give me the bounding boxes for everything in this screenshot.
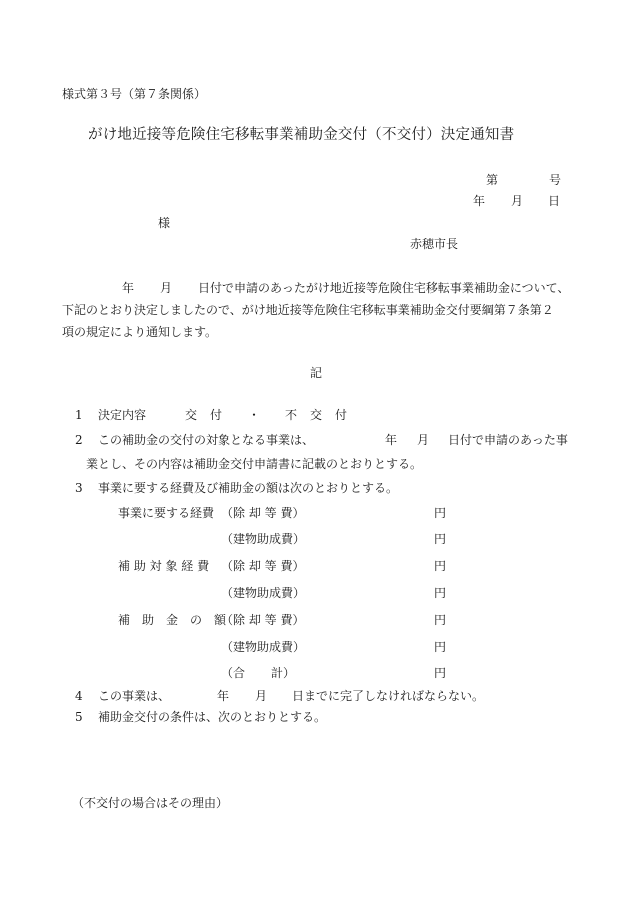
table-row1-sub: （除 却 等 費） xyxy=(221,506,305,520)
non-grant-reason-label: （不交付の場合はその理由） xyxy=(72,796,229,810)
item-2-number: 2 xyxy=(75,433,83,447)
item-1-ko2: 交 xyxy=(310,408,323,422)
item-4-rest: 日までに完了しなければならない。 xyxy=(292,689,485,703)
item-2-text: この補助金の交付の対象となる事業は、 xyxy=(98,433,315,447)
body-month: 月 xyxy=(160,281,173,295)
item-5-number: 5 xyxy=(75,710,83,724)
item-3-text: 事業に要する経費及び補助金の額は次のとおりとする。 xyxy=(98,481,399,495)
document-title: がけ地近接等危険住宅移転事業補助金交付（不交付）決定通知書 xyxy=(88,127,515,143)
date-year: 年 xyxy=(473,194,486,208)
item-1-fu: 付 xyxy=(210,408,223,422)
table-row1-label: 事業に要する経費 xyxy=(118,506,215,520)
table-row2-yen: 円 xyxy=(434,532,447,546)
item-1-tsuke: 付 xyxy=(335,408,348,422)
table-row2-sub: （建物助成費） xyxy=(221,532,306,546)
form-label: 様式第３号（第７条関係） xyxy=(62,87,207,101)
item-2-continuation: 業とし、その内容は補助金交付申請書に記載のとおりとする。 xyxy=(86,457,423,471)
item-1-number: 1 xyxy=(75,408,83,422)
item-5-text: 補助金交付の条件は、次のとおりとする。 xyxy=(98,710,327,724)
table-row4-yen: 円 xyxy=(434,586,447,600)
item-2-month: 月 xyxy=(417,433,430,447)
item-4-text: この事業は、 xyxy=(98,689,171,703)
item-1-label: 決定内容 xyxy=(98,408,147,422)
table-row7-open: （合 xyxy=(221,666,246,680)
body-line2: 下記のとおり決定しましたので、がけ地近接等危険住宅移転事業補助金交付要綱第７条第２ xyxy=(62,303,554,317)
item-1-separator: ・ xyxy=(248,408,261,422)
table-row3-label: 補 助 対 象 経 費 xyxy=(118,559,210,573)
table-row5-sub: （除 却 等 費） xyxy=(221,613,305,627)
body-line1: 日付で申請のあったがけ地近接等危険住宅移転事業補助金について、 xyxy=(198,281,570,295)
body-year: 年 xyxy=(122,281,135,295)
item-4-month: 月 xyxy=(255,689,268,703)
body-line3: 項の規定により通知します。 xyxy=(62,325,218,339)
date-day: 日 xyxy=(548,194,561,208)
table-row3-yen: 円 xyxy=(434,559,447,573)
table-row4-sub: （建物助成費） xyxy=(221,586,306,600)
addressee-honorific: 様 xyxy=(158,216,171,230)
date-month: 月 xyxy=(511,194,524,208)
table-row5-label: 補 助 金 の 額 xyxy=(118,613,227,627)
table-row6-sub: （建物助成費） xyxy=(221,640,306,654)
item-1-ko: 交 xyxy=(185,408,198,422)
item-1-fu2: 不 xyxy=(285,408,298,422)
item-4-number: 4 xyxy=(75,689,83,703)
item-4-year: 年 xyxy=(217,689,230,703)
item-2-rest: 日付で申請のあった事 xyxy=(448,433,568,447)
table-row1-yen: 円 xyxy=(434,506,447,520)
table-row5-yen: 円 xyxy=(434,613,447,627)
item-3-number: 3 xyxy=(75,481,83,495)
table-row7-yen: 円 xyxy=(434,666,447,680)
number-suffix: 号 xyxy=(549,173,562,187)
number-prefix: 第 xyxy=(486,173,499,187)
table-row7-close: 計） xyxy=(271,666,296,680)
table-row6-yen: 円 xyxy=(434,640,447,654)
item-2-year: 年 xyxy=(385,433,398,447)
ki-heading: 記 xyxy=(310,366,323,380)
table-row3-sub: （除 却 等 費） xyxy=(221,559,305,573)
issuer: 赤穂市長 xyxy=(410,237,459,251)
